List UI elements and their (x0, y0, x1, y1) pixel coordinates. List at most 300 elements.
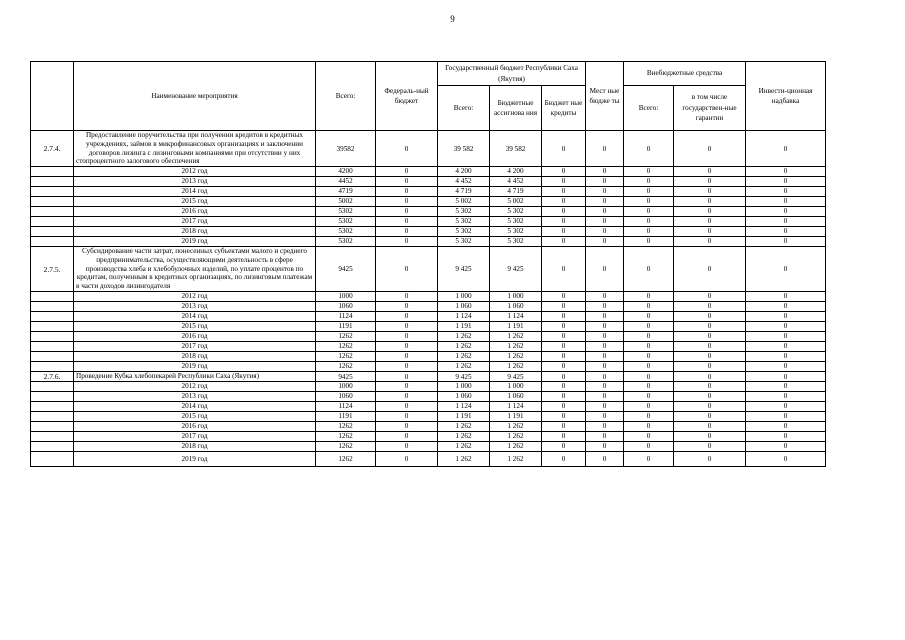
year-value-state-alloc: 1 060 (490, 302, 542, 312)
year-value-extra-total: 0 (624, 302, 674, 312)
section-code: 2.7.5. (31, 247, 74, 292)
year-label: 2012 год (74, 292, 316, 302)
year-value-extra-total: 0 (624, 412, 674, 422)
year-value-extra-guarantee: 0 (674, 382, 746, 392)
year-value-total: 1060 (316, 392, 376, 402)
section-value-invest: 0 (746, 247, 826, 292)
year-value-extra-guarantee: 0 (674, 302, 746, 312)
year-code-cell (31, 177, 74, 187)
year-value-federal: 0 (376, 177, 438, 187)
year-value-extra-total: 0 (624, 442, 674, 452)
year-value-extra-guarantee: 0 (674, 237, 746, 247)
year-value-state-alloc: 5 302 (490, 207, 542, 217)
table-row-year (31, 322, 826, 332)
header-state-alloc: Бюджетные ассигнова ния (490, 86, 542, 131)
year-value-state-alloc: 5 002 (490, 197, 542, 207)
year-label: 2016 год (74, 332, 316, 342)
section-value-state-alloc: 9 425 (490, 372, 542, 382)
table-row-year (31, 422, 826, 432)
table-row-year (31, 207, 826, 217)
year-value-total: 1262 (316, 452, 376, 467)
year-value-state-credits: 0 (542, 312, 586, 322)
table-row-year (31, 312, 826, 322)
section-value-state-credits: 0 (542, 247, 586, 292)
year-value-state-credits: 0 (542, 342, 586, 352)
year-value-extra-guarantee: 0 (674, 362, 746, 372)
year-label: 2013 год (74, 177, 316, 187)
section-value-extra-total: 0 (624, 131, 674, 167)
year-value-state-alloc: 1 191 (490, 322, 542, 332)
year-label: 2018 год (74, 352, 316, 362)
table-row-year (31, 442, 826, 452)
year-value-state-credits: 0 (542, 197, 586, 207)
year-code-cell (31, 292, 74, 302)
year-value-state-alloc: 5 302 (490, 217, 542, 227)
header-state-total: Всего: (438, 86, 490, 131)
year-value-extra-total: 0 (624, 432, 674, 442)
table-row-year (31, 402, 826, 412)
year-value-state-credits: 0 (542, 422, 586, 432)
year-value-state-total: 4 200 (438, 167, 490, 177)
section-value-state-total: 9 425 (438, 372, 490, 382)
year-label: 2017 год (74, 432, 316, 442)
section-value-extra-total: 0 (624, 247, 674, 292)
year-value-invest: 0 (746, 422, 826, 432)
year-value-total: 1060 (316, 302, 376, 312)
table-row-year (31, 167, 826, 177)
year-value-state-alloc: 1 262 (490, 422, 542, 432)
year-value-extra-total: 0 (624, 362, 674, 372)
year-value-federal: 0 (376, 237, 438, 247)
year-value-state-total: 1 262 (438, 352, 490, 362)
year-value-local: 0 (586, 302, 624, 312)
year-value-total: 4719 (316, 187, 376, 197)
year-value-state-alloc: 1 124 (490, 312, 542, 322)
year-value-invest: 0 (746, 302, 826, 312)
year-value-state-alloc: 1 262 (490, 352, 542, 362)
year-value-state-alloc: 1 060 (490, 392, 542, 402)
year-code-cell (31, 392, 74, 402)
year-value-state-credits: 0 (542, 302, 586, 312)
table-header (31, 62, 826, 131)
year-label: 2016 год (74, 207, 316, 217)
year-value-extra-guarantee: 0 (674, 422, 746, 432)
year-label: 2019 год (74, 452, 316, 467)
year-value-extra-guarantee: 0 (674, 177, 746, 187)
year-value-state-alloc: 1 262 (490, 432, 542, 442)
year-value-state-total: 1 191 (438, 322, 490, 332)
year-value-state-total: 4 452 (438, 177, 490, 187)
year-value-local: 0 (586, 292, 624, 302)
year-label: 2017 год (74, 217, 316, 227)
section-value-federal: 0 (376, 131, 438, 167)
section-value-state-alloc: 9 425 (490, 247, 542, 292)
year-value-federal: 0 (376, 352, 438, 362)
section-value-extra-guarantee: 0 (674, 372, 746, 382)
year-label: 2016 год (74, 422, 316, 432)
year-value-extra-total: 0 (624, 217, 674, 227)
year-code-cell (31, 402, 74, 412)
year-value-invest: 0 (746, 402, 826, 412)
year-value-extra-total: 0 (624, 352, 674, 362)
year-value-invest: 0 (746, 312, 826, 322)
year-value-invest: 0 (746, 352, 826, 362)
header-extra: Внебюджетные средства (624, 62, 746, 86)
year-value-total: 5302 (316, 217, 376, 227)
year-value-total: 4200 (316, 167, 376, 177)
year-code-cell (31, 432, 74, 442)
header-code-cell (31, 62, 74, 131)
year-value-state-total: 1 262 (438, 452, 490, 467)
year-value-state-alloc: 1 191 (490, 412, 542, 422)
year-value-local: 0 (586, 392, 624, 402)
year-value-state-alloc: 5 302 (490, 237, 542, 247)
year-value-local: 0 (586, 217, 624, 227)
year-label: 2015 год (74, 197, 316, 207)
year-value-extra-guarantee: 0 (674, 432, 746, 442)
year-value-state-alloc: 1 262 (490, 362, 542, 372)
year-value-extra-total: 0 (624, 167, 674, 177)
section-value-invest: 0 (746, 372, 826, 382)
year-value-extra-total: 0 (624, 382, 674, 392)
section-name: Предоставление поручительства при получении кредитов в кредитных учреждениях, займов в микрофинансовых организациях и заключении договоров лизинга с лизинговыми компаниями при отсутствии у них стопроцентного залогового обеспечения (74, 131, 316, 167)
table-row-year (31, 292, 826, 302)
year-value-local: 0 (586, 187, 624, 197)
year-code-cell (31, 302, 74, 312)
table-row-section (31, 131, 826, 167)
section-value-federal: 0 (376, 247, 438, 292)
year-value-invest: 0 (746, 207, 826, 217)
year-value-state-total: 1 000 (438, 382, 490, 392)
year-value-federal: 0 (376, 322, 438, 332)
year-value-extra-total: 0 (624, 207, 674, 217)
year-value-invest: 0 (746, 177, 826, 187)
year-value-state-alloc: 4 452 (490, 177, 542, 187)
year-label: 2013 год (74, 392, 316, 402)
year-value-extra-total: 0 (624, 292, 674, 302)
year-value-invest: 0 (746, 382, 826, 392)
year-value-state-credits: 0 (542, 237, 586, 247)
year-value-federal: 0 (376, 312, 438, 322)
year-value-extra-guarantee: 0 (674, 402, 746, 412)
section-value-extra-guarantee: 0 (674, 131, 746, 167)
year-value-state-total: 5 302 (438, 227, 490, 237)
table-row-year (31, 227, 826, 237)
table-row-year (31, 452, 826, 467)
year-value-state-total: 1 262 (438, 362, 490, 372)
table-row-year (31, 237, 826, 247)
year-value-extra-total: 0 (624, 227, 674, 237)
year-code-cell (31, 452, 74, 467)
year-value-state-total: 1 060 (438, 302, 490, 312)
year-value-state-total: 1 191 (438, 412, 490, 422)
year-value-state-total: 1 060 (438, 392, 490, 402)
table-body (31, 131, 826, 467)
year-value-local: 0 (586, 332, 624, 342)
year-code-cell (31, 312, 74, 322)
year-value-extra-guarantee: 0 (674, 187, 746, 197)
year-value-local: 0 (586, 322, 624, 332)
section-value-local: 0 (586, 131, 624, 167)
page-number: 9 (450, 14, 455, 24)
year-value-invest: 0 (746, 217, 826, 227)
year-value-extra-total: 0 (624, 312, 674, 322)
year-value-state-total: 1 124 (438, 312, 490, 322)
header-extra-guarantee: в том числе государствен-ные гарантии (674, 86, 746, 131)
year-value-extra-guarantee: 0 (674, 292, 746, 302)
year-value-extra-guarantee: 0 (674, 442, 746, 452)
year-value-federal: 0 (376, 362, 438, 372)
year-value-invest: 0 (746, 432, 826, 442)
table-row-year (31, 412, 826, 422)
year-value-invest: 0 (746, 197, 826, 207)
year-value-local: 0 (586, 237, 624, 247)
year-code-cell (31, 382, 74, 392)
year-value-local: 0 (586, 167, 624, 177)
year-value-total: 1124 (316, 402, 376, 412)
year-value-extra-guarantee: 0 (674, 452, 746, 467)
year-value-state-total: 1 262 (438, 332, 490, 342)
year-value-extra-guarantee: 0 (674, 217, 746, 227)
table-row-year (31, 187, 826, 197)
year-value-total: 1000 (316, 382, 376, 392)
year-value-total: 1124 (316, 312, 376, 322)
year-value-federal: 0 (376, 442, 438, 452)
year-code-cell (31, 352, 74, 362)
year-label: 2014 год (74, 312, 316, 322)
year-value-state-credits: 0 (542, 442, 586, 452)
year-value-state-credits: 0 (542, 177, 586, 187)
year-value-extra-total: 0 (624, 392, 674, 402)
table-row-section (31, 372, 826, 382)
year-value-total: 5302 (316, 237, 376, 247)
year-value-state-alloc: 1 000 (490, 292, 542, 302)
year-code-cell (31, 217, 74, 227)
year-value-local: 0 (586, 177, 624, 187)
section-value-state-credits: 0 (542, 131, 586, 167)
section-code: 2.7.6. (31, 372, 74, 382)
year-code-cell (31, 167, 74, 177)
year-value-total: 1262 (316, 352, 376, 362)
year-code-cell (31, 187, 74, 197)
year-value-state-credits: 0 (542, 382, 586, 392)
year-value-total: 1262 (316, 432, 376, 442)
year-value-state-credits: 0 (542, 352, 586, 362)
year-value-federal: 0 (376, 422, 438, 432)
table-row-year (31, 382, 826, 392)
year-label: 2012 год (74, 382, 316, 392)
year-value-extra-total: 0 (624, 187, 674, 197)
year-value-state-alloc: 4 200 (490, 167, 542, 177)
year-value-invest: 0 (746, 167, 826, 177)
year-value-federal: 0 (376, 292, 438, 302)
year-value-federal: 0 (376, 167, 438, 177)
year-value-state-credits: 0 (542, 292, 586, 302)
year-value-invest: 0 (746, 292, 826, 302)
year-value-local: 0 (586, 452, 624, 467)
header-state-budget: Государственный бюджет Республики Саха (Якутия) (438, 62, 586, 86)
table-row-year (31, 177, 826, 187)
year-value-state-credits: 0 (542, 217, 586, 227)
year-value-federal: 0 (376, 382, 438, 392)
header-total: Всего: (316, 62, 376, 131)
year-value-local: 0 (586, 382, 624, 392)
year-value-federal: 0 (376, 332, 438, 342)
year-code-cell (31, 342, 74, 352)
section-value-federal: 0 (376, 372, 438, 382)
section-value-extra-total: 0 (624, 372, 674, 382)
year-value-total: 1191 (316, 412, 376, 422)
section-value-state-total: 39 582 (438, 131, 490, 167)
year-value-federal: 0 (376, 187, 438, 197)
year-label: 2013 год (74, 302, 316, 312)
table-row-year (31, 302, 826, 312)
year-value-invest: 0 (746, 442, 826, 452)
year-value-state-credits: 0 (542, 432, 586, 442)
year-value-state-credits: 0 (542, 167, 586, 177)
year-value-state-total: 1 262 (438, 342, 490, 352)
year-value-federal: 0 (376, 412, 438, 422)
table-row-year (31, 352, 826, 362)
year-value-extra-total: 0 (624, 237, 674, 247)
year-value-state-credits: 0 (542, 452, 586, 467)
year-value-state-credits: 0 (542, 412, 586, 422)
year-value-local: 0 (586, 412, 624, 422)
year-value-state-credits: 0 (542, 362, 586, 372)
year-value-state-total: 5 302 (438, 217, 490, 227)
year-value-total: 1000 (316, 292, 376, 302)
year-value-invest: 0 (746, 227, 826, 237)
year-value-extra-guarantee: 0 (674, 167, 746, 177)
year-value-extra-total: 0 (624, 402, 674, 412)
year-value-state-credits: 0 (542, 207, 586, 217)
year-value-invest: 0 (746, 392, 826, 402)
section-name: Проведение Кубка хлебопекарей Республики Саха (Якутия) (74, 372, 316, 382)
year-value-state-credits: 0 (542, 187, 586, 197)
year-label: 2018 год (74, 442, 316, 452)
year-value-invest: 0 (746, 362, 826, 372)
year-value-local: 0 (586, 402, 624, 412)
section-value-local: 0 (586, 247, 624, 292)
section-value-total: 9425 (316, 372, 376, 382)
year-value-state-total: 1 262 (438, 442, 490, 452)
year-value-extra-total: 0 (624, 332, 674, 342)
year-value-state-total: 1 000 (438, 292, 490, 302)
year-value-state-credits: 0 (542, 332, 586, 342)
year-value-invest: 0 (746, 332, 826, 342)
table-row-year (31, 332, 826, 342)
year-value-state-alloc: 1 262 (490, 452, 542, 467)
year-value-extra-total: 0 (624, 452, 674, 467)
year-value-state-total: 5 002 (438, 197, 490, 207)
year-value-state-credits: 0 (542, 402, 586, 412)
section-value-state-alloc: 39 582 (490, 131, 542, 167)
year-value-extra-total: 0 (624, 177, 674, 187)
year-value-invest: 0 (746, 452, 826, 467)
year-value-extra-total: 0 (624, 342, 674, 352)
year-code-cell (31, 332, 74, 342)
budget-table (30, 61, 826, 467)
year-value-state-total: 5 302 (438, 207, 490, 217)
year-code-cell (31, 207, 74, 217)
year-label: 2019 год (74, 237, 316, 247)
year-value-federal: 0 (376, 302, 438, 312)
year-value-total: 1262 (316, 342, 376, 352)
table-row-year (31, 342, 826, 352)
header-state-credits: Бюджет ные кредиты (542, 86, 586, 131)
year-code-cell (31, 227, 74, 237)
year-value-state-total: 1 262 (438, 422, 490, 432)
year-value-federal: 0 (376, 197, 438, 207)
year-value-total: 1262 (316, 362, 376, 372)
table-row-year (31, 392, 826, 402)
section-value-invest: 0 (746, 131, 826, 167)
year-value-local: 0 (586, 227, 624, 237)
year-value-total: 1262 (316, 422, 376, 432)
year-value-federal: 0 (376, 402, 438, 412)
year-value-state-total: 1 262 (438, 432, 490, 442)
year-value-state-credits: 0 (542, 392, 586, 402)
year-code-cell (31, 362, 74, 372)
year-value-extra-guarantee: 0 (674, 322, 746, 332)
year-label: 2012 год (74, 167, 316, 177)
section-value-total: 9425 (316, 247, 376, 292)
year-label: 2014 год (74, 187, 316, 197)
year-value-state-alloc: 1 262 (490, 332, 542, 342)
table-row-year (31, 362, 826, 372)
year-value-total: 5302 (316, 227, 376, 237)
year-value-local: 0 (586, 352, 624, 362)
year-value-extra-total: 0 (624, 322, 674, 332)
header-extra-total: Всего: (624, 86, 674, 131)
year-value-extra-guarantee: 0 (674, 207, 746, 217)
year-value-state-total: 1 124 (438, 402, 490, 412)
section-value-extra-guarantee: 0 (674, 247, 746, 292)
year-value-state-alloc: 1 262 (490, 342, 542, 352)
year-value-state-alloc: 4 719 (490, 187, 542, 197)
year-value-federal: 0 (376, 452, 438, 467)
header-invest: Инвести-ционная надбавка (746, 62, 826, 131)
year-value-federal: 0 (376, 342, 438, 352)
year-value-local: 0 (586, 362, 624, 372)
year-value-local: 0 (586, 197, 624, 207)
year-value-extra-guarantee: 0 (674, 352, 746, 362)
year-value-federal: 0 (376, 207, 438, 217)
year-label: 2014 год (74, 402, 316, 412)
year-code-cell (31, 322, 74, 332)
year-value-extra-total: 0 (624, 422, 674, 432)
year-value-federal: 0 (376, 392, 438, 402)
year-value-extra-guarantee: 0 (674, 312, 746, 322)
year-value-state-alloc: 1 124 (490, 402, 542, 412)
section-value-state-credits: 0 (542, 372, 586, 382)
section-value-state-total: 9 425 (438, 247, 490, 292)
year-value-invest: 0 (746, 237, 826, 247)
year-value-state-credits: 0 (542, 227, 586, 237)
year-value-extra-guarantee: 0 (674, 227, 746, 237)
year-value-state-total: 5 302 (438, 237, 490, 247)
table-row-year (31, 197, 826, 207)
year-value-local: 0 (586, 442, 624, 452)
year-value-total: 5002 (316, 197, 376, 207)
year-value-total: 1262 (316, 332, 376, 342)
year-label: 2015 год (74, 322, 316, 332)
section-code: 2.7.4. (31, 131, 74, 167)
header-federal: Федераль-ный бюджет (376, 62, 438, 131)
year-code-cell (31, 422, 74, 432)
table-row-year (31, 217, 826, 227)
section-value-local: 0 (586, 372, 624, 382)
